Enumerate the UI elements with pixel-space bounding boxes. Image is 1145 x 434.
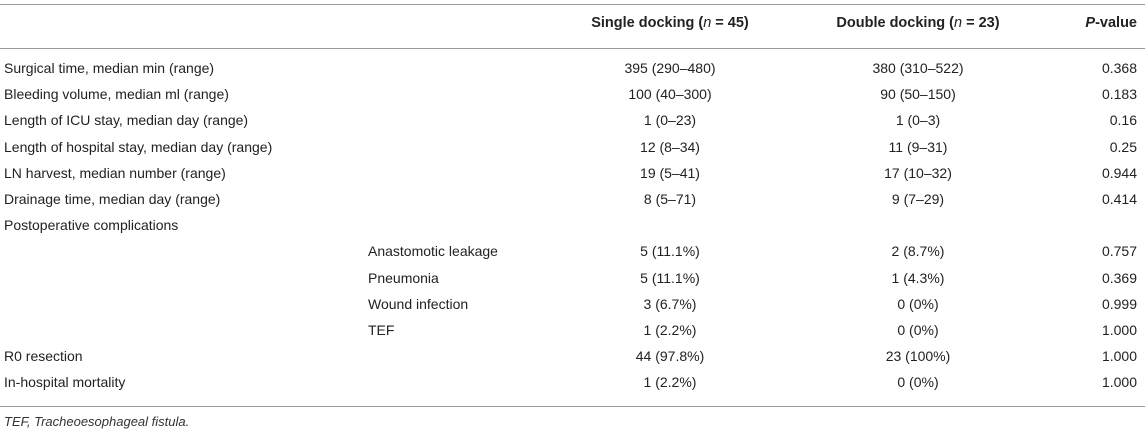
row-sublabel: Wound infection	[368, 295, 469, 312]
table-row	[0, 212, 1145, 238]
header-p-value	[1085, 15, 1137, 31]
p-value: 0.999	[1101, 295, 1137, 312]
row-label: Bleeding volume, median ml (range)	[4, 86, 229, 103]
header-single-docking-count: = 45)	[711, 15, 749, 31]
p-value: 0.944	[1101, 164, 1137, 181]
header-double-docking-label: Double docking (	[836, 15, 955, 31]
row-label: Length of ICU stay, median day (range)	[4, 112, 249, 129]
single-docking-value: 100 (40–300)	[628, 86, 712, 103]
table-row	[0, 160, 1145, 186]
table-row	[0, 81, 1145, 107]
double-docking-value: 1 (4.3%)	[891, 269, 945, 286]
double-docking-value: 9 (7–29)	[891, 190, 945, 207]
table-row	[0, 265, 1145, 291]
double-docking-value: 2 (8.7%)	[891, 243, 945, 260]
double-docking-value: 0 (0%)	[897, 374, 939, 391]
table-footnote: TEF, Tracheoesophageal fistula.	[4, 414, 190, 429]
row-label: Postoperative complications	[4, 217, 179, 234]
double-docking-value: 17 (10–32)	[884, 164, 952, 181]
double-docking-value: 11 (9–31)	[888, 138, 948, 155]
table-row	[0, 107, 1145, 133]
single-docking-value: 5 (11.1%)	[640, 243, 700, 260]
single-docking-value: 8 (5–71)	[643, 190, 697, 207]
table-row	[0, 238, 1145, 264]
row-label: Drainage time, median day (range)	[4, 190, 221, 207]
header-p-suffix: -value	[1095, 15, 1137, 31]
p-value: 0.25	[1109, 138, 1137, 155]
row-sublabel: Anastomotic leakage	[368, 243, 498, 260]
table-row	[0, 186, 1145, 212]
header-single-docking-label: Single docking (	[591, 15, 704, 31]
p-value: 0.414	[1101, 190, 1137, 207]
row-label: R0 resection	[4, 348, 83, 365]
p-value: 0.183	[1101, 86, 1137, 103]
row-label: Length of hospital stay, median day (range)	[4, 138, 273, 155]
double-docking-value: 380 (310–522)	[872, 60, 964, 76]
table-row	[0, 317, 1145, 343]
table-header-rule	[0, 48, 1145, 49]
table-bottom-rule	[0, 406, 1145, 407]
p-value: 1.000	[1101, 374, 1137, 391]
single-docking-value: 3 (6.7%)	[643, 295, 697, 312]
table-body	[0, 55, 1145, 395]
single-docking-value: 395 (290–480)	[624, 60, 716, 76]
table-row	[0, 291, 1145, 317]
single-docking-value: 1 (0–23)	[643, 112, 697, 129]
row-label: Surgical time, median min (range)	[4, 60, 215, 76]
row-sublabel: Pneumonia	[368, 269, 439, 286]
double-docking-value: 90 (50–150)	[880, 86, 956, 103]
double-docking-value: 0 (0%)	[897, 321, 939, 338]
row-label: In-hospital mortality	[4, 374, 126, 391]
single-docking-value: 19 (5–41)	[640, 164, 700, 181]
table-row	[0, 134, 1145, 160]
p-value: 0.368	[1101, 60, 1137, 76]
table-row	[0, 343, 1145, 369]
header-double-docking-n: n	[954, 15, 963, 31]
p-value: 1.000	[1101, 348, 1137, 365]
double-docking-value: 1 (0–3)	[895, 112, 941, 129]
header-single-docking-n: n	[703, 15, 712, 31]
p-value: 0.757	[1101, 243, 1137, 260]
row-label: LN harvest, median number (range)	[4, 164, 226, 181]
single-docking-value: 1 (2.2%)	[643, 321, 697, 338]
p-value: 1.000	[1101, 321, 1137, 338]
header-double-docking	[760, 15, 1076, 31]
header-p-letter: P	[1085, 15, 1096, 31]
double-docking-value: 0 (0%)	[897, 295, 939, 312]
single-docking-value: 44 (97.8%)	[635, 348, 705, 365]
row-sublabel: TEF	[368, 321, 395, 338]
single-docking-value: 12 (8–34)	[640, 138, 700, 155]
single-docking-value: 1 (2.2%)	[643, 374, 697, 391]
p-value: 0.16	[1109, 112, 1137, 129]
table-row	[0, 369, 1145, 395]
header-double-docking-count: = 23)	[962, 15, 1000, 31]
table-row	[0, 55, 1145, 81]
single-docking-value: 5 (11.1%)	[640, 269, 700, 286]
p-value: 0.369	[1101, 269, 1137, 286]
double-docking-value: 23 (100%)	[885, 348, 951, 365]
table-top-rule	[0, 4, 1145, 5]
